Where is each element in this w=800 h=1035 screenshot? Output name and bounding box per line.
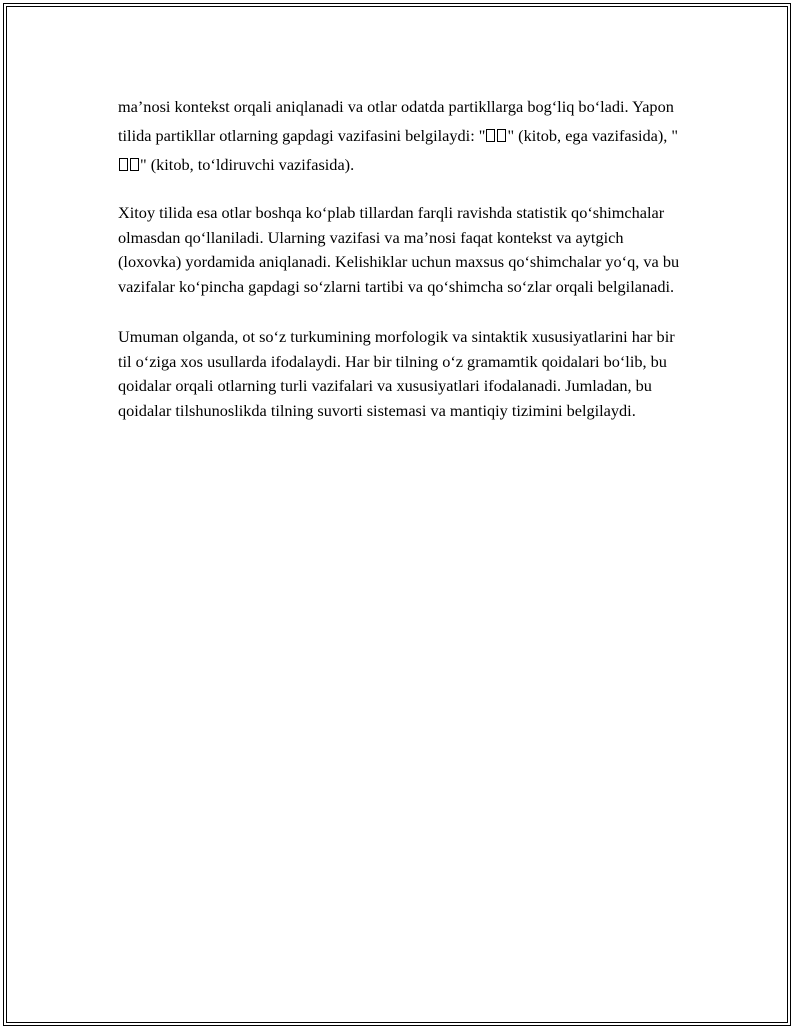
paragraph-1-text-b: " (kitob, ega vazifasida), " — [507, 126, 679, 145]
paragraph-3: Umuman olganda, ot so‘z turkumining morfologik va sintaktik xususiyatlarini har bir til o‘ziga xos usullarda ifodalaydi. Har bir tilning o‘z gramamtik qoidalari bo‘lib, bu qoidalar orqali otlarning turli vazifalari va xususiyatlari ifodalanadi. Jumladan, bu qoidalar tilshunoslikda tilning suvorti sistemasi va mantiqiy tizimini belgilaydi. — [118, 327, 675, 420]
missing-glyph-icon — [119, 158, 128, 171]
paragraph-1-text-a: ma’nosi kontekst orqali aniqlanadi va otlar odatda partikllarga bog‘liq bo‘ladi. Yapon tilida partikllar otlarning gapdagi vazifasini belgilaydi: " — [118, 97, 674, 145]
paragraph-1-text-c: " (kitob, to‘ldiruvchi vazifasida). — [140, 155, 355, 174]
paragraph-1 — [118, 92, 688, 179]
missing-glyph-icon — [486, 129, 495, 142]
document-body — [118, 92, 688, 449]
paragraph-2: Xitoy tilida esa otlar boshqa ko‘plab tillardan farqli ravishda statistik qo‘shimchalar olmasdan qo‘llaniladi. Ularning vazifasi va ma’nosi faqat kontekst va aytgich (loxovka) yordamida aniqlanadi. Kelishiklar uchun maxsus qo‘shimchalar yo‘q, va bu vazifalar ko‘pincha gapdagi so‘zlarni tartibi va qo‘shimcha so‘zlar orqali belgilanadi. — [118, 203, 680, 296]
missing-glyph-icon — [130, 158, 139, 171]
missing-glyph-icon — [497, 129, 506, 142]
